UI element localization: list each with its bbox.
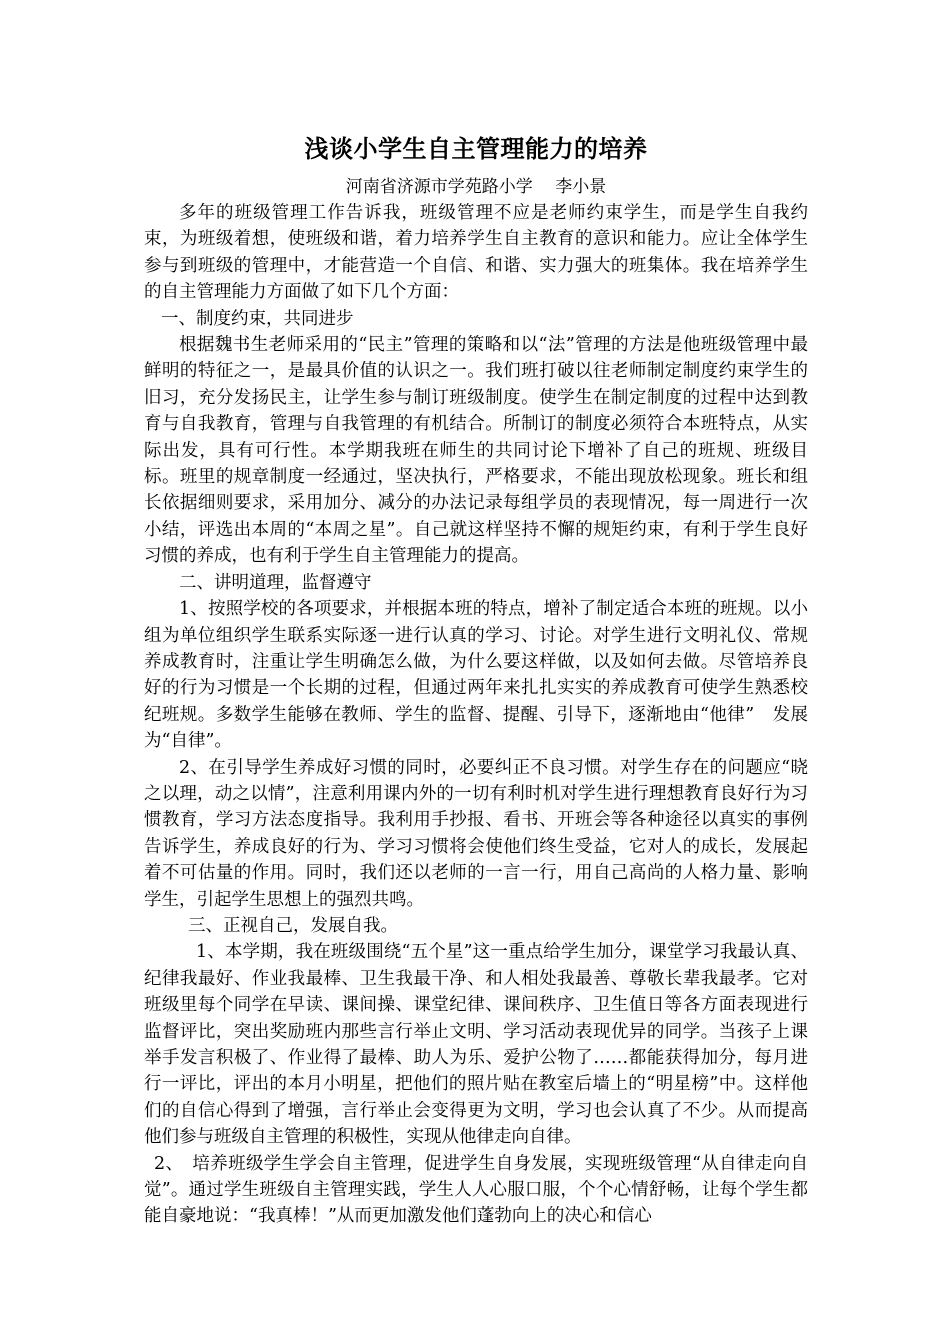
paragraph-section-1: 根据魏书生老师采用的“民主”管理的策略和以“法”管理的方法是他班级管理中最鲜明的特征之一，是最具价值的认识之一。我们班打破以往老师制定制度约束学生的旧习，充分发扬民主，让学生参与制订班级制度。使学生在制定制度的过程中达到教育与自我教育，管理与自我管理的有机结合。所制订的制度必须符合本班特点，从实际出发，具有可行性。本学期我班在师生的共同讨论下增补了自己的班规、班级目标。班里的规章制度一经通过，坚决执行，严格要求，不能出现放松现象。班长和组长依据细则要求，采用加分、减分的办法记录每组学员的表现情况，每一周进行一次小结，评选出本周的“本周之星”。自己就这样坚持不懈的规矩约束，有利于学生良好习惯的养成，也有利于学生自主管理能力的提高。 bbox=[144, 335, 808, 567]
paragraph-intro: 多年的班级管理工作告诉我，班级管理不应是老师约束学生，而是学生自我约束，为班级着想，使班级和谐，着力培养学生自主教育的意识和能力。应让全体学生参与到班级的管理中，才能营造一个自信、和谐、实力强大的班集体。我在培养学生的自主管理能力方面做了如下几个方面： bbox=[144, 203, 808, 303]
paragraph-section-3-item-2: 2、 培养班级学生学会自主管理，促进学生自身发展，实现班级管理“从自律走向自觉”。通过学生班级自主管理实践，学生人人心服口服，个个心情舒畅，让每个学生都能自豪地说：“我真棒！”从而更加激发他们蓬勃向上的决心和信心 bbox=[144, 1153, 808, 1227]
document-page bbox=[144, 132, 808, 1230]
author-line: 河南省济源市学苑路小学 李小景 bbox=[345, 177, 607, 197]
paragraph-section-2-item-2: 2、在引导学生养成好习惯的同时，必要纠正不良习惯。对学生存在的问题应“晓之以理，动之以情”，注意利用课内外的一切有利时机对学生进行理想教育良好行为习惯教育，学习方法态度指导。我利用手抄报、看书、开班会等各种途径以真实的事例告诉学生，养成良好的行为、学习习惯将会使他们终生受益，它对人的成长，发展起着不可估量的作用。同时，我们还以老师的一言一行，用自己高尚的人格力量、影响学生，引起学生思想上的强烈共鸣。 bbox=[144, 757, 808, 910]
document-title: 浅谈小学生自主管理能力的培养 bbox=[304, 134, 648, 163]
section-heading-3: 三、正视自己，发展自我。 bbox=[188, 915, 398, 936]
section-heading-2: 二、讲明道理，监督遵守 bbox=[179, 572, 372, 593]
paragraph-section-2-item-1: 1、按照学校的各项要求，并根据本班的特点，增补了制定适合本班的班规。以小组为单位组织学生联系实际逐一进行认真的学习、讨论。对学生进行文明礼仪、常规养成教育时，注重让学生明确怎么做，为什么要这样做，以及如何去做。尽管培养良好的行为习惯是一个长期的过程，但通过两年来扎扎实实的养成教育可使学生熟悉校纪班规。多数学生能够在教师、学生的监督、提醒、引导下，逐渐地由“他律” 发展为“自律”。 bbox=[144, 599, 808, 752]
section-heading-1: 一、制度约束，共同进步 bbox=[161, 308, 354, 329]
paragraph-section-3-item-1: 1、本学期，我在班级围绕“五个星”这一重点给学生加分，课堂学习我最认真、纪律我最好、作业我最棒、卫生我最干净、和人相处我最善、尊敬长辈我最孝。它对班级里每个同学在早读、课间操、课堂纪律、课间秩序、卫生值日等各方面表现进行监督评比，突出奖励班内那些言行举止文明、学习活动表现优异的同学。当孩子上课举手发言积极了、作业得了最棒、助人为乐、爱护公物了……都能获得加分，每月进行一评比，评出的本月小明星，把他们的照片贴在教室后墙上的“明星榜”中。这样他们的自信心得到了增强，言行举止会变得更为文明，学习也会认真了不少。从而提高他们参与班级自主管理的积极性，实现从他律走向自律。 bbox=[144, 942, 808, 1148]
